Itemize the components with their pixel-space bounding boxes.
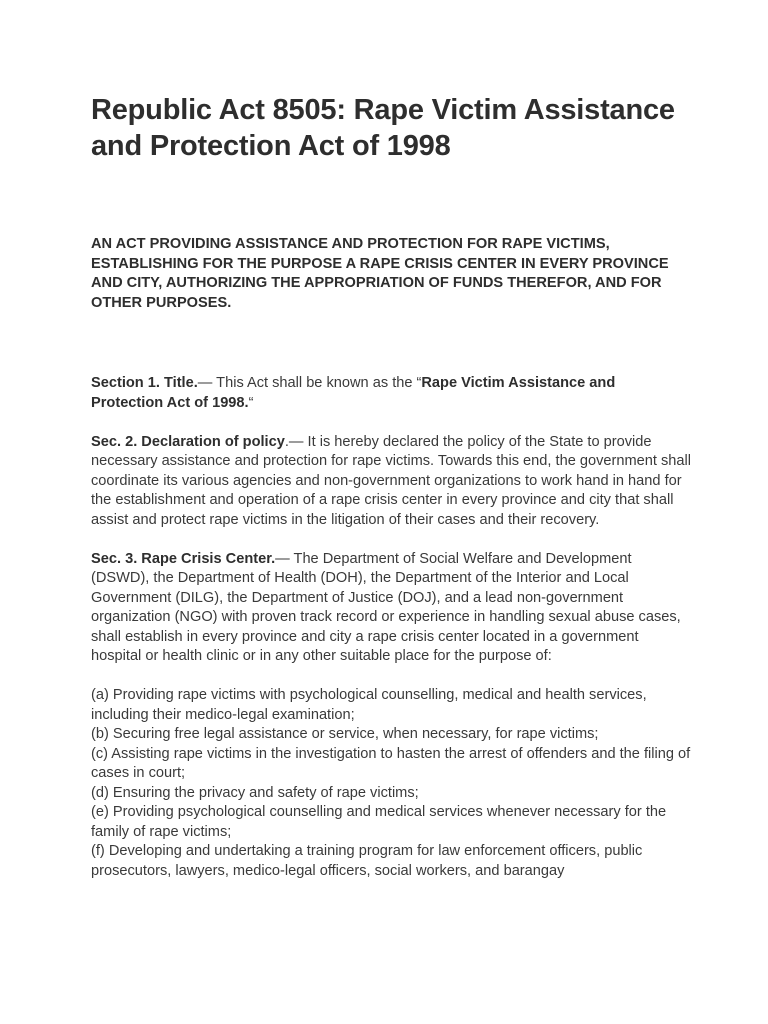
list-item: (c) Assisting rape victims in the investigation to hasten the arrest of offenders and the filing of cases in court; (91, 745, 691, 781)
section-1-heading: Section 1. Title. (91, 375, 198, 391)
section-2-text: .— It is hereby declared the policy of the State to provide necessary assistance and protection for rape victims. Towards this end, the government shall coordinate its various agencies and non-government organizations to work hand in hand for the establishment and operation of a rape crisis center in every province and city that shall assist and protect rape victims in the litigation of their cases and their recovery. (91, 433, 691, 528)
act-subtitle: AN ACT PROVIDING ASSISTANCE AND PROTECTION FOR RAPE VICTIMS, ESTABLISHING FOR THE PURPOSE A RAPE CRISIS CENTER IN EVERY PROVINCE AND CITY, AUTHORIZING THE APPROPRIATION OF FUNDS THEREFOR, AND FOR OTHER PURPOSES. (91, 236, 669, 311)
section-3-text: — The Department of Social Welfare and Development (DSWD), the Department of Health (DOH), the Department of the Interior and Local Government (DILG), the Department of Justice (DOJ), and a lead non-government organization (NGO) with proven track record or experience in handling sexual abuse cases, shall establish in every province and city a rape crisis center located in a government hospital or health clinic or in any other suitable place for the purpose of: (91, 550, 681, 664)
document-page (91, 92, 691, 881)
section-2-heading: Sec. 2. Declaration of policy (91, 433, 285, 450)
section-1 (91, 374, 691, 413)
section-1-act-name: Rape Victim Assistance and Protection Act of 1998. (91, 375, 616, 411)
section-2 (91, 433, 691, 531)
list-item: (e) Providing psychological counselling and medical services whenever necessary for the family of rape victims; (91, 804, 667, 840)
list-item: (f) Developing and undertaking a training program for law enforcement officers, public prosecutors, lawyers, medico-legal officers, social workers, and barangay (91, 843, 643, 879)
section-1-closing-quote: “ (248, 394, 254, 411)
section-3-heading: Sec. 3. Rape Crisis Center. (91, 550, 276, 567)
section-1-text: — This Act shall be known as the “ (197, 375, 422, 391)
section-3 (91, 550, 691, 667)
document-title: Republic Act 8505: Rape Victim Assistance and Protection Act of 1998 (91, 94, 675, 162)
list-item: (a) Providing rape victims with psychological counselling, medical and health services, including their medico-legal examination; (91, 687, 647, 723)
list-item: (d) Ensuring the privacy and safety of rape victims; (91, 784, 419, 801)
purpose-list (91, 686, 691, 881)
list-item: (b) Securing free legal assistance or service, when necessary, for rape victims; (91, 726, 599, 742)
